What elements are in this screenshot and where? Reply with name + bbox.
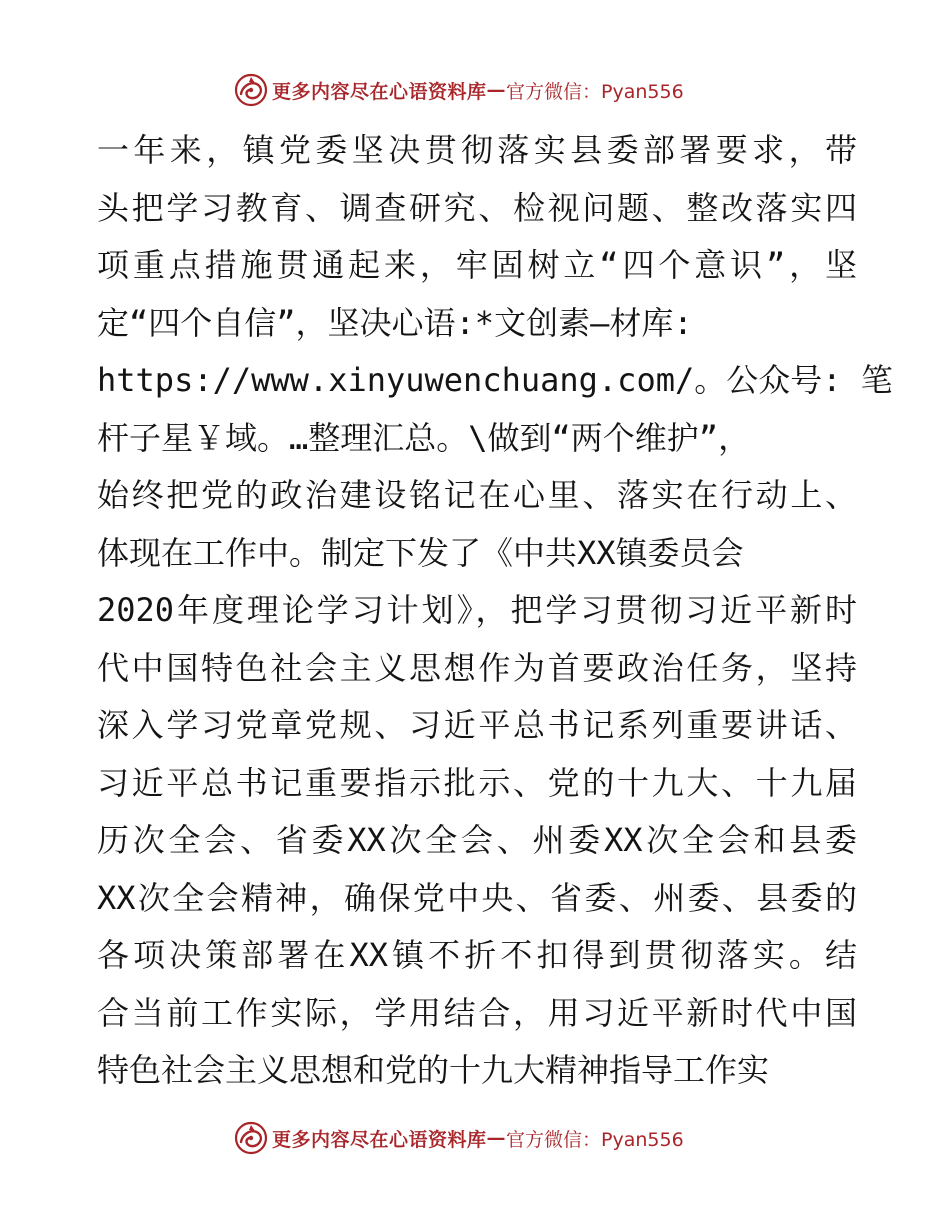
body-text: [97, 122, 893, 1100]
text-line: 一年来，镇党委坚决贯彻落实县委部署要求，带: [97, 131, 857, 169]
text-line: 代中国特色社会主义思想作为首要政治任务，坚持: [97, 648, 857, 687]
text-line: 始终把党的政治建设铭记在心里、落实在行动上、: [97, 476, 857, 514]
text-line: 头把学习教育、调查研究、检视问题、整改落实四: [97, 188, 857, 227]
swirl-logo-icon: [234, 73, 268, 107]
header-banner-wechat: 官方微信：Pyan556: [506, 80, 684, 103]
header-banner-text: 更多内容尽在心语资料库: [272, 80, 487, 103]
text-line: 杆子星￥域。…整理汇总。\做到“两个维护”，: [97, 418, 751, 457]
text-line: https://www.xinyuwenchuang.com/。公众号: 笔: [97, 361, 893, 399]
text-line: 各项决策部署在XX镇不折不扣得到贯彻落实。结: [97, 936, 857, 974]
text-line: 合当前工作实际，学用结合，用习近平新时代中国: [97, 993, 857, 1032]
text-line: 深入学习党章党规、习近平总书记系列重要讲话、: [97, 706, 857, 744]
text-line: XX次全会精神，确保党中央、省委、州委、县委的: [97, 878, 857, 917]
text-line: 项重点措施贯通起来，牢固树立“四个意识”，坚: [97, 246, 857, 284]
header-banner-separator: —: [486, 79, 507, 101]
footer-banner-text: 更多内容尽在心语资料库: [272, 1128, 487, 1151]
text-line: 2020年度理论学习计划》，把学习贯彻习近平新时: [97, 591, 857, 629]
footer-banner: [234, 1118, 684, 1158]
footer-banner-separator: —: [486, 1127, 507, 1149]
text-line: 习近平总书记重要指示批示、党的十九大、十九届: [97, 763, 857, 802]
text-line: 体现在工作中。制定下发了《中共XX镇委员会: [97, 533, 744, 572]
swirl-logo-icon: [234, 1121, 268, 1155]
text-line: 历次全会、省委XX次全会、州委XX次全会和县委: [97, 821, 857, 859]
text-line: 定“四个自信”，坚决心语:*文创素—材库:: [97, 303, 693, 342]
header-banner: [234, 70, 684, 110]
footer-banner-wechat: 官方微信：Pyan556: [506, 1128, 684, 1151]
text-line: 特色社会主义思想和党的十九大精神指导工作实: [97, 1051, 770, 1089]
